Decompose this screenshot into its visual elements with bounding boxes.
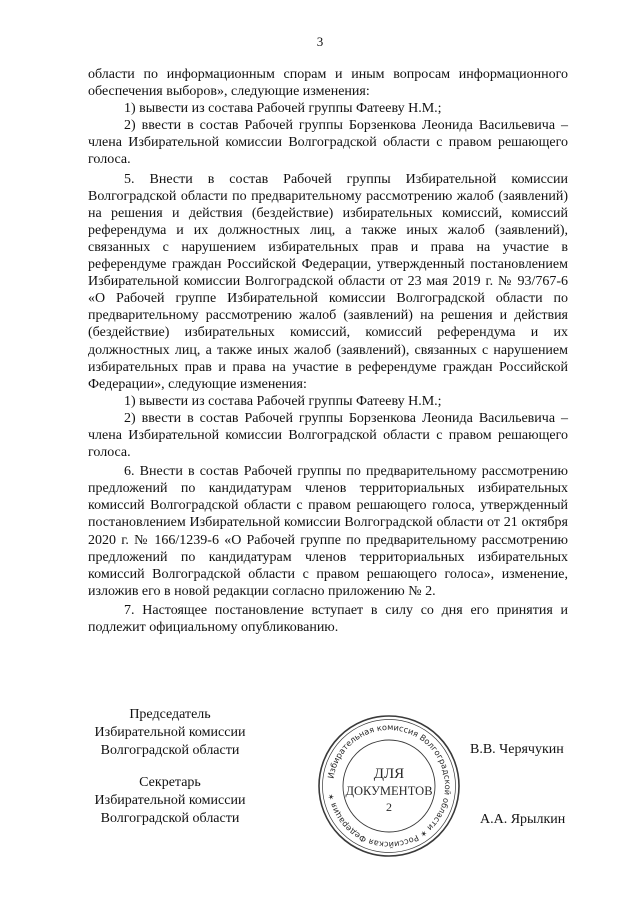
- page-number: 3: [316, 34, 324, 49]
- paragraph-5: 5. Внести в состав Рабочей группы Избирательной комиссии Волгоградской области по предварительному рассмотрению жалоб (заявлений) на решения и действия (бездействие) избирательных комиссий, комиссий референдума и их должностных лиц, а также иных жалоб (заявлений), связанных с нарушением избирательных прав и права на участие в референдуме граждан Российской Федерации, утвержденный постановлением Избирательной комиссии Волгоградской области от 23 мая 2019 г. № 93/767-6 «О Рабочей группе Избирательной комиссии Волгоградской области по предварительному рассмотрению жалоб (заявлений) на решения и действия (бездействие) избирательных комиссий, комиссий референдума и их должностных лиц, а также иных жалоб (заявлений), связанных с нарушением избирательных прав и права на участие в референдуме граждан Российской Федерации», следующие изменения:: [88, 171, 568, 392]
- secretary-name: А.А. Ярылкин: [480, 812, 566, 827]
- seal-center-number: 2: [386, 800, 392, 814]
- chair-name: В.В. Черячукин: [470, 742, 564, 757]
- paragraph-7: 7. Настоящее постановление вступает в силу со дня его принятия и подлежит официальному опубликованию.: [88, 602, 568, 635]
- paragraph-continuation: области по информационным спорам и иным вопросам информационного обеспечения выборов», следующие изменения:: [88, 67, 568, 100]
- paragraph-6: 6. Внести в состав Рабочей группы по предварительному рассмотрению предложений по кандидатурам членов территориальных избирательных комиссий Волгоградской области с правом решающего голоса, утвержденный постановлением Избирательной комиссии Волгоградской области от 21 октября 2020 г. № 166/1239-6 «О Рабочей группе по предварительному рассмотрению предложений по кандидатурам членов территориальных избирательных комиссий Волгоградской области с правом решающего голоса», изменение, изложив его в новой редакции согласно приложению № 2.: [88, 464, 568, 599]
- official-seal: [314, 711, 464, 861]
- secretary-title-line: Секретарь: [139, 775, 201, 790]
- seal-center-line-1: ДЛЯ: [373, 766, 405, 782]
- chair-signature-title: [70, 706, 270, 760]
- paragraph-item-1: 1) вывести из состава Рабочей группы Фатееву Н.М.;: [124, 101, 442, 117]
- secretary-title-line: Волгоградской области: [100, 811, 240, 826]
- paragraph-5-item-2: 2) ввести в состав Рабочей группы Борзенкова Леонида Васильевича – члена Избирательной комиссии Волгоградской области с правом решающего голоса.: [88, 410, 568, 461]
- seal-center-line-2: ДОКУМЕНТОВ: [345, 784, 433, 798]
- document-body: [88, 66, 568, 636]
- chair-title-line: Избирательной комиссии: [94, 725, 246, 740]
- chair-title-line: Председатель: [129, 707, 211, 722]
- seal-ring-text: Избирательная комиссия Волгоградской области ✶ Российская Федерация ✶: [325, 721, 454, 851]
- paragraph-item-2: 2) ввести в состав Рабочей группы Борзенкова Леонида Васильевича – члена Избирательной комиссии Волгоградской области с правом решающего голоса.: [88, 118, 568, 168]
- secretary-signature-title: [70, 774, 270, 828]
- secretary-title-line: Избирательной комиссии: [94, 793, 246, 808]
- seal-graphic: [314, 711, 464, 861]
- chair-title-line: Волгоградской области: [100, 743, 240, 758]
- paragraph-5-item-1: 1) вывести из состава Рабочей группы Фатееву Н.М.;: [124, 393, 442, 409]
